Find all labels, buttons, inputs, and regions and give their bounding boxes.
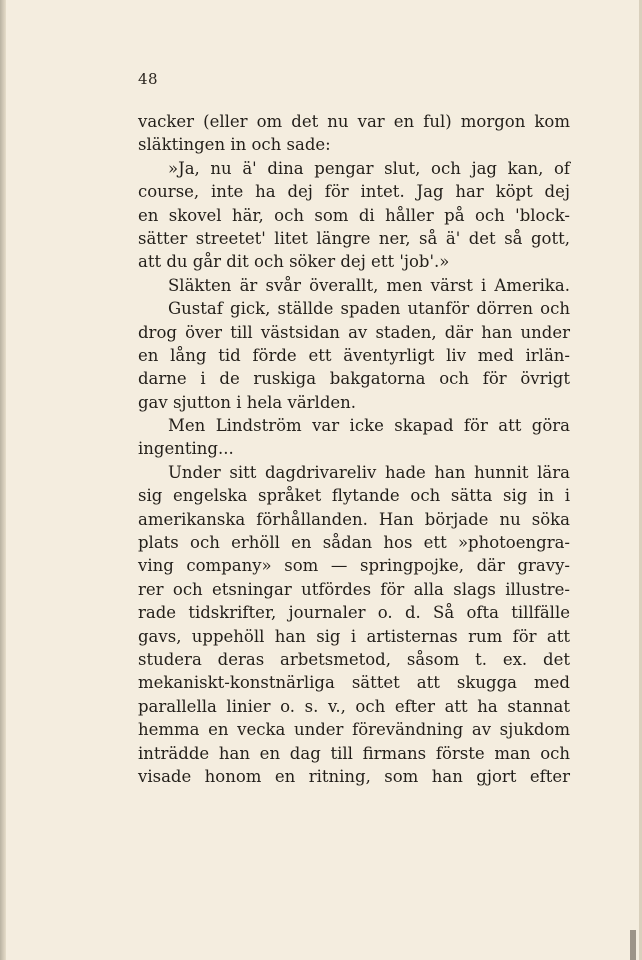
text-line: Släkten är svår överallt, men värst i Amerika. (168, 275, 570, 295)
text-line: vacker (eller om det nu var en ful) morgon kom (138, 112, 570, 131)
text-line: Under sitt dagdrivareliv hade han hunnit lära (168, 462, 570, 482)
text-line: en lång tid förde ett äventyrligt liv med irlän- (138, 345, 570, 365)
text-line: studera deras arbetsmetod, såsom t. ex. det (138, 649, 570, 669)
text-line: sig engelska språket flytande och sätta sig in i (138, 486, 570, 506)
text-line: hemma en vecka under förevändning av sjukdom (138, 720, 570, 740)
page-left-edge (0, 0, 6, 960)
text-line: darne i de ruskiga bakgatorna och för övrigt (138, 369, 570, 389)
text-line: amerikanska förhållanden. Han började nu söka (138, 509, 570, 529)
text-line: gav sjutton i hela världen. (138, 392, 357, 412)
body-text (138, 110, 570, 788)
text-line: ingenting... (138, 439, 234, 459)
text-line: ving company» som — springpojke, där gravy- (138, 556, 570, 576)
text-line: gavs, uppehöll han sig i artisternas rum för att (138, 626, 570, 646)
text-line: en skovel här, och som di håller på och 'block- (138, 205, 570, 225)
text-line: course, inte ha dej för intet. Jag har köpt dej (138, 182, 570, 202)
text-line: »Ja, nu ä' dina pengar slut, och jag kan, of (168, 158, 570, 178)
text-line: att du går dit och söker dej ett 'job'.» (138, 252, 450, 272)
text-line: rer och etsningar utfördes för alla slags illustre- (138, 579, 570, 599)
text-line: visade honom en ritning, som han gjort efter (138, 766, 570, 786)
text-line: drog över till västsidan av staden, där han under (138, 322, 570, 342)
page-number: 48 (138, 70, 159, 88)
text-line: mekaniskt-konstnärliga sättet att skugga med (138, 673, 570, 693)
text-line: Gustaf gick, ställde spaden utanför dörren och (168, 299, 570, 319)
text-line: rade tidskrifter, journaler o. d. Så ofta tillfälle (138, 603, 570, 623)
page-corner-mark (630, 930, 636, 960)
text-line: sätter streetet' litet längre ner, så ä' det så gott, (138, 228, 570, 248)
text-line: parallella linier o. s. v., och efter att ha stannat (138, 696, 570, 716)
text-line: släktingen in och sade: (138, 135, 331, 155)
text-line: Men Lindström var icke skapad för att göra (168, 416, 570, 436)
text-line: plats och erhöll en sådan hos ett »photoengra- (138, 533, 570, 553)
text-line: inträdde han en dag till firmans förste man och (138, 743, 570, 763)
